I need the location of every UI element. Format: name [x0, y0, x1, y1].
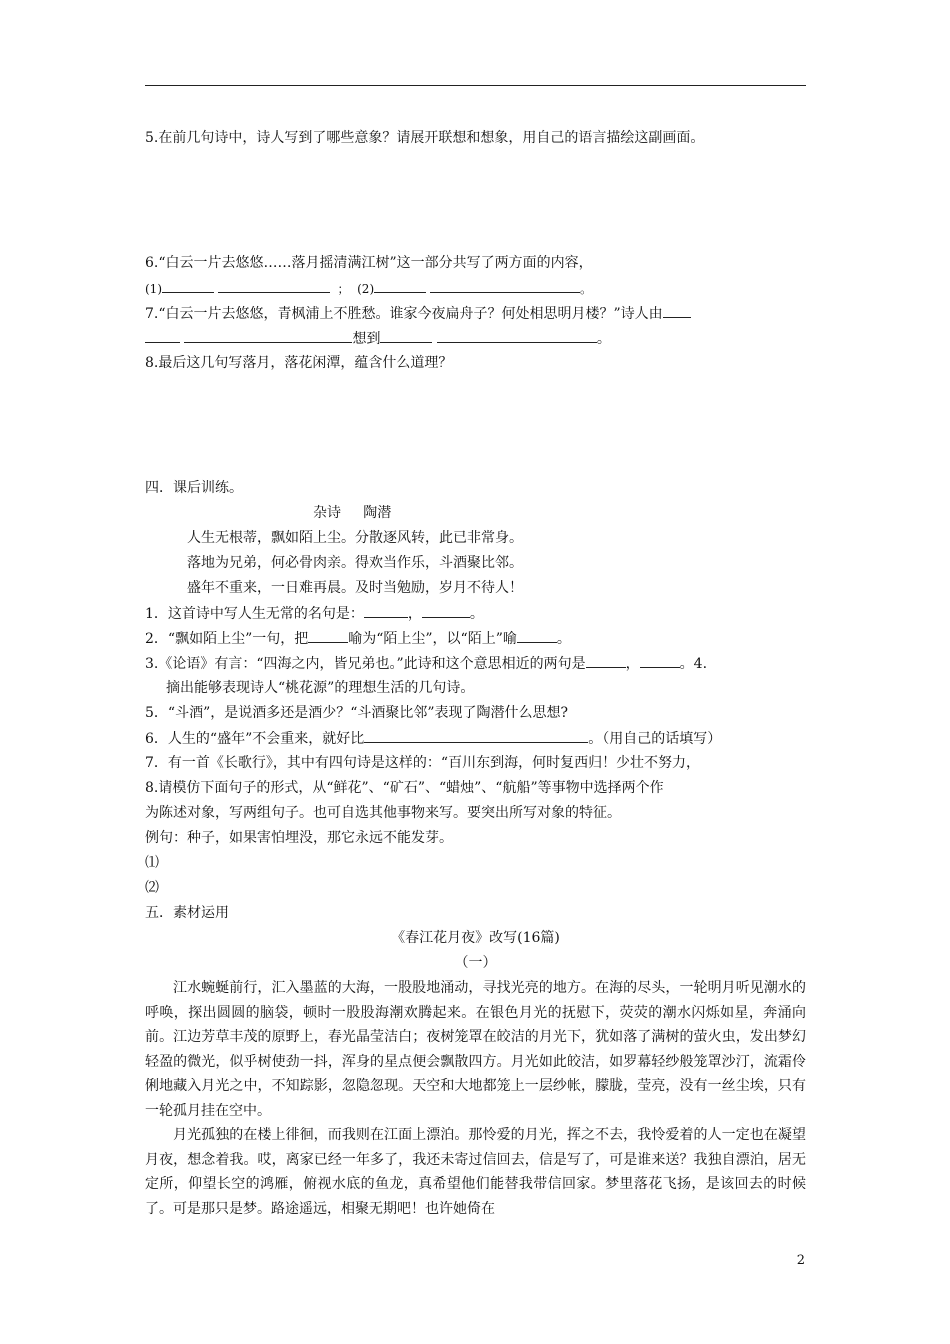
answer-blank[interactable]	[162, 278, 214, 293]
period: 。	[596, 331, 611, 347]
answer-blank[interactable]	[422, 603, 470, 618]
task-5: 5．“斗酒”，是说酒多还是酒少？“斗酒聚比邻”表现了陶潜什么思想?	[145, 705, 569, 721]
poem-line: 落地为兄弟，何必骨肉亲。得欢当作乐，斗酒聚比邻。	[187, 555, 523, 571]
answer-blank[interactable]	[364, 728, 588, 743]
question-5: 5.在前几句诗中，诗人写到了哪些意象？请展开联想和想象，用自己的语言描绘这副画面。	[145, 130, 705, 146]
task-2	[145, 628, 571, 649]
task-2-text: 2．“飘如陌上尘”一句，把	[145, 631, 309, 647]
question-6: 6.“白云一片去悠悠……落月摇清满江树”这一部分共写了两方面的内容，	[145, 255, 593, 271]
period: 。	[579, 282, 592, 296]
blank-label-2: (2)	[357, 282, 375, 296]
answer-blank[interactable]	[308, 628, 348, 643]
task-6-text: 6．人生的“盛年”不会重来，就好比	[145, 731, 365, 747]
answer-blank[interactable]	[430, 278, 580, 293]
answer-blank[interactable]	[184, 328, 352, 343]
question-7	[145, 303, 691, 324]
essay-paragraph-1: 江水蜿蜒前行，汇入墨蓝的大海，一股股地涌动，寻找光亮的地方。在海的尽头，一轮明月听见潮水的呼唤，探出圆圆的脑袋，顿时一股股海潮欢腾起来。在银色月光的抚慰下，荧荧的潮水闪烁如星，奔涌向前。江边芳草丰茂的原野上，春光晶莹洁白；夜树笼罩在皎洁的月光下，犹如落了满树的萤火虫，发出梦幻轻盈的微光，似乎树使劲一抖，浑身的星点便会飘散四方。月光如此皎洁，如罗幕轻纱般笼罩沙汀，流霜伶俐地藏入月光之中，不知踪影，忽隐忽现。天空和大地都笼上一层纱帐，朦胧，莹亮，没有一丝尘埃，只有一轮孤月挂在空中。	[145, 980, 806, 1119]
answer-blank[interactable]	[380, 328, 432, 343]
essay-paragraph-2: 月光孤独的在楼上徘徊，而我则在江面上漂泊。那怜爱的月光，挥之不去，我怜爱着的人一定也在凝望月夜，想念着我。哎，离家已经一年多了，我还未寄过信回去，信是写了，可是谁来送？我独自漂泊，居无定所，仰望长空的鸿雁，俯视水底的鱼龙，真希望他们能替我带信回家。梦里落花飞扬，是该回去的时候了。可是那只是梦。路途遥远，相聚无期吧！也许她倚在	[145, 1127, 806, 1217]
example-sentence: 例句：种子，如果害怕埋没，那它永远不能发芽。	[145, 830, 453, 846]
essay-title: 《春江花月夜》改写(16篇)	[391, 930, 560, 946]
period: 。4.	[679, 656, 708, 672]
section-4-heading: 四．课后训练。	[145, 480, 243, 496]
task-8-line-2: 为陈述对象，写两组句子。也可自选其他事物来写。要突出所写对象的特征。	[145, 805, 621, 821]
poem-author: 陶潜	[363, 505, 392, 521]
task-6	[145, 728, 721, 749]
answer-blank[interactable]	[364, 603, 408, 618]
task-3-text: 3.《论语》有言：“四海之内，皆兄弟也。”此诗和这个意思相近的两句是	[145, 656, 586, 672]
answer-blank[interactable]	[374, 278, 426, 293]
task-7: 7．有一首《长歌行》，其中有四句诗是这样的：“百川东到海，何时复西归！少壮不努力，	[145, 755, 701, 771]
task-3	[145, 653, 707, 674]
poem-line: 盛年不重来，一日难再晨。及时当勉励，岁月不待人！	[187, 580, 523, 596]
essay-subtitle: （一）	[454, 955, 497, 971]
poem-title: 杂诗	[313, 505, 341, 521]
answer-blank[interactable]	[640, 653, 680, 668]
answer-blank[interactable]	[437, 328, 597, 343]
task-1	[145, 603, 484, 624]
period: 。	[469, 606, 484, 622]
answer-blank[interactable]	[145, 328, 180, 343]
answer-blank[interactable]	[663, 303, 691, 318]
separator: ，	[625, 656, 640, 672]
answer-blank[interactable]	[517, 628, 557, 643]
task-4: 摘出能够表现诗人“桃花源”的理想生活的几句诗。	[166, 680, 475, 696]
question-7-blanks	[145, 328, 611, 349]
separator: ；	[337, 282, 350, 296]
task-1-text: 1．这首诗中写人生无常的名句是：	[145, 606, 364, 622]
separator: ，	[407, 606, 422, 622]
blank-label-1: (1)	[145, 282, 162, 296]
task-8-line-1: 8.请模仿下面句子的形式，从“鲜花”、“矿石”、“蜡烛”、“航船”等事物中选择两个作	[145, 780, 664, 796]
task-6-note: 。（用自己的话填写）	[588, 731, 722, 747]
answer-label-2: ⑵	[145, 880, 159, 896]
period: 。	[556, 631, 571, 647]
answer-label-1: ⑴	[145, 855, 159, 871]
task-2-text-cont: 喻为“陌上尘”，以“陌上”喻	[348, 631, 517, 647]
poem-heading	[313, 503, 391, 523]
header-rule	[145, 85, 806, 86]
answer-blank[interactable]	[586, 653, 626, 668]
question-7-text: 7.“白云一片去悠悠，青枫浦上不胜愁。谁家今夜扁舟子？何处相思明月楼？”诗人由	[145, 306, 663, 322]
section-5-heading: 五．素材运用	[145, 905, 229, 921]
page-number: 2	[796, 1253, 805, 1268]
poem-line: 人生无根蒂，飘如陌上尘。分散逐风转，此已非常身。	[187, 530, 523, 546]
question-6-blanks	[145, 278, 592, 299]
thought-to: 想到	[352, 331, 381, 347]
answer-blank[interactable]	[218, 278, 330, 293]
question-8: 8.最后这几句写落月，落花闲潭，蕴含什么道理？	[145, 355, 453, 371]
